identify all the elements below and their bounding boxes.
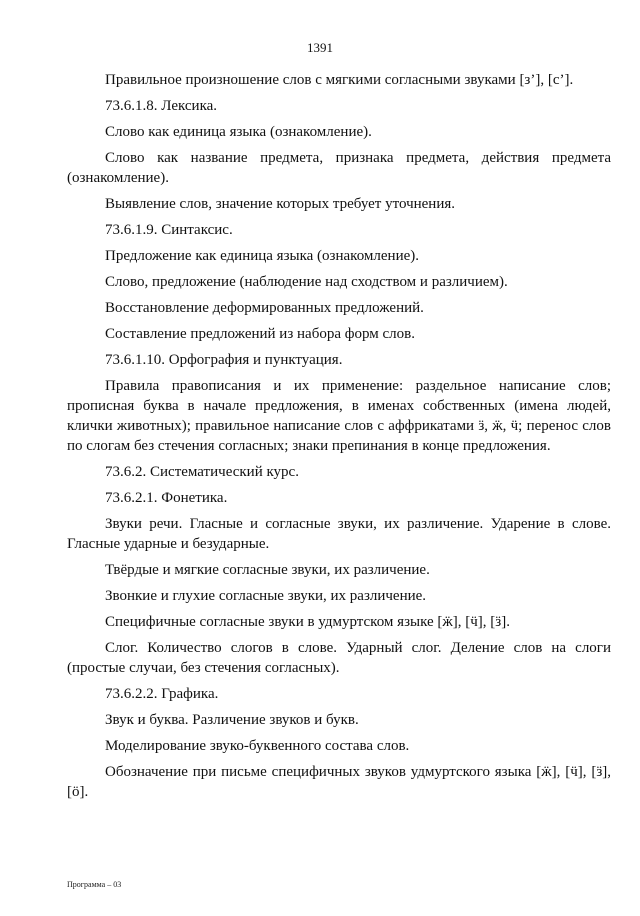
- paragraph: Звук и буква. Различение звуков и букв.: [105, 712, 359, 728]
- paragraph: Твёрдые и мягкие согласные звуки, их различение.: [105, 562, 430, 578]
- paragraph: Восстановление деформированных предложений.: [105, 300, 424, 316]
- section-heading: 73.6.2.1. Фонетика.: [105, 490, 228, 506]
- paragraph: Слово как название предмета, признака предмета, действия предмета (ознакомление).: [67, 150, 611, 186]
- paragraph: Звонкие и глухие согласные звуки, их различение.: [105, 588, 427, 604]
- paragraph: Составление предложений из набора форм слов.: [105, 326, 415, 342]
- paragraph: Правильное произношение слов с мягкими согласными звуками [з’], [с’].: [105, 72, 574, 88]
- paragraph: Звуки речи. Гласные и согласные звуки, их различение. Ударение в слове. Гласные ударные и безударные.: [67, 516, 611, 552]
- paragraph: Выявление слов, значение которых требует уточнения.: [105, 196, 456, 212]
- page-footer: Программа – 03: [67, 880, 122, 889]
- section-heading: 73.6.2.2. Графика.: [105, 686, 219, 702]
- page-number: 1391: [307, 40, 333, 55]
- document-body: [67, 70, 611, 808]
- section-heading: 73.6.2. Систематический курс.: [105, 464, 299, 480]
- paragraph: Моделирование звуко-буквенного состава слов.: [105, 738, 410, 754]
- section-heading: 73.6.1.10. Орфография и пунктуация.: [105, 352, 343, 368]
- paragraph: Обозначение при письме специфичных звуков удмуртского языка [ӝ], [ӵ], [ӟ], [ӧ].: [67, 764, 611, 800]
- section-heading: 73.6.1.9. Синтаксис.: [105, 222, 233, 238]
- paragraph: Специфичные согласные звуки в удмуртском языке [ӝ], [ӵ], [ӟ].: [105, 614, 510, 630]
- paragraph: Слово, предложение (наблюдение над сходством и различием).: [105, 274, 508, 290]
- paragraph: Правила правописания и их применение: раздельное написание слов; прописная буква в начале предложения, в именах собственных (имена людей, клички животных); правильное написание слов с аффрикатами ӟ, ӝ, ӵ; перенос слов по слогам без стечения согласных; знаки препинания в конце предложения.: [67, 378, 611, 454]
- section-heading: 73.6.1.8. Лексика.: [105, 98, 218, 114]
- paragraph: Предложение как единица языка (ознакомление).: [105, 248, 419, 264]
- paragraph: Слово как единица языка (ознакомление).: [105, 124, 372, 140]
- paragraph: Слог. Количество слогов в слове. Ударный слог. Деление слов на слоги (простые случаи, без стечения согласных).: [67, 640, 611, 676]
